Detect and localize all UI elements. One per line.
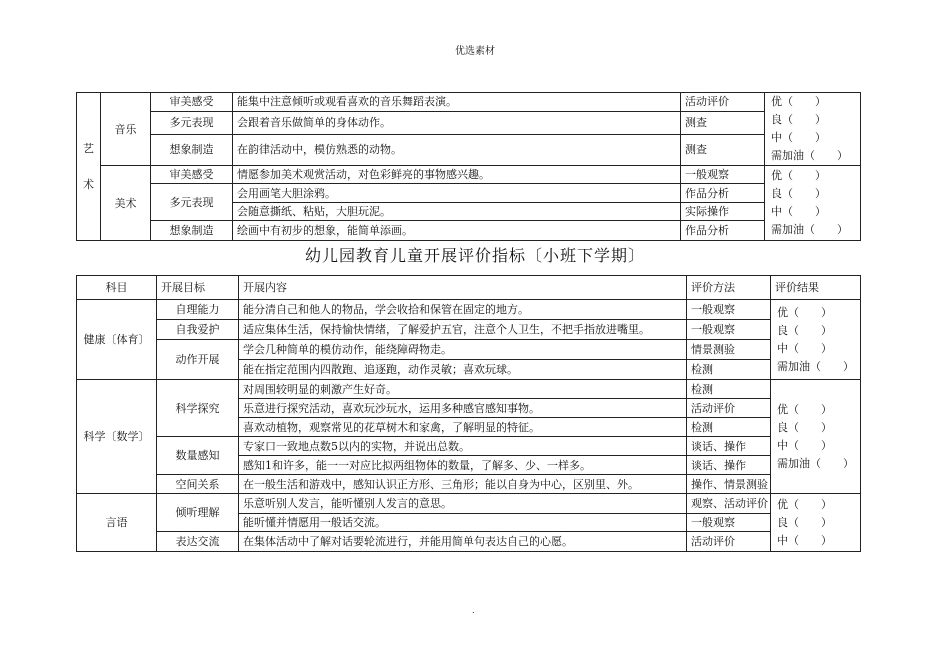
result-average: 中（ ） [777, 341, 832, 355]
result-good: 良（ ） [771, 187, 826, 200]
result-cell-language [771, 494, 861, 552]
subject-health: 健康〔体育〕 [77, 300, 157, 380]
goal-cell: 动作开展 [157, 340, 239, 380]
content-cell: 乐意进行探究活动，喜欢玩沙玩水，运用多种感官感知事物。 [239, 399, 687, 418]
result-excellent: 优（ ） [777, 402, 832, 416]
content-cell: 能在指定范围内四散跑、追逐跑，动作灵敏；喜欢玩球。 [239, 360, 687, 380]
result-average: 中（ ） [777, 533, 832, 547]
evaluation-table [76, 275, 861, 552]
method-cell: 检测 [687, 418, 771, 437]
content-cell: 喜欢动植物，观察常见的花草树木和家禽，了解明显的特征。 [239, 418, 687, 437]
method-cell: 检测 [687, 360, 771, 380]
subject-art-char-1: 艺 [83, 141, 94, 155]
content-cell: 会跟着音乐做简单的身体动作。 [233, 111, 681, 134]
method-cell: 测查 [681, 134, 765, 165]
content-cell: 在一般生活和游戏中，感知认识正方形、三角形；能以自身为中心，区别里、外。 [239, 475, 687, 494]
method-cell: 测查 [681, 111, 765, 134]
page-header: 优选素材 [455, 46, 495, 57]
result-excellent: 优（ ） [771, 95, 826, 108]
group-music: 音乐 [101, 93, 151, 166]
method-cell: 一般观察 [687, 514, 771, 532]
method-cell: 谈话、操作 [687, 437, 771, 456]
subject-science: 科学〔数学〕 [77, 380, 157, 494]
method-cell: 活动评价 [681, 93, 765, 112]
goal-cell: 审美感受 [151, 166, 233, 184]
goal-cell: 倾听理解 [157, 494, 239, 532]
header-goal: 开展目标 [157, 276, 239, 300]
subject-language: 言语 [77, 494, 157, 552]
method-cell: 操作、情景测验 [687, 475, 771, 494]
result-good: 良（ ） [777, 420, 832, 434]
method-cell: 作品分析 [681, 184, 765, 203]
goal-cell: 空间关系 [157, 475, 239, 494]
goal-cell: 多元表现 [151, 111, 233, 134]
method-cell: 一般观察 [681, 166, 765, 184]
result-average: 中（ ） [771, 205, 826, 218]
content-cell: 在集体活动中了解对话要轮流进行，并能用简单句表达自己的心愿。 [239, 532, 687, 552]
goal-cell: 自我爱护 [157, 320, 239, 340]
goal-cell: 自理能力 [157, 300, 239, 320]
content-cell: 乐意听别人发言，能听懂别人发言的意思。 [239, 494, 687, 514]
result-good: 良（ ） [771, 113, 826, 126]
result-cell-health [771, 300, 861, 380]
goal-cell: 审美感受 [151, 93, 233, 112]
content-cell: 在韵律活动中，模仿熟悉的动物。 [233, 134, 681, 165]
method-cell: 作品分析 [681, 221, 765, 241]
method-cell: 活动评价 [687, 532, 771, 552]
header-subject: 科目 [77, 276, 157, 300]
goal-cell: 想象制造 [151, 134, 233, 165]
content-cell: 会随意撕纸、粘贴，大胆玩泥。 [233, 203, 681, 221]
result-improve: 需加油（ ） [771, 149, 848, 162]
art-table [76, 92, 861, 241]
subject-art-char-2: 术 [83, 177, 94, 191]
result-cell-fine-art [765, 166, 861, 241]
result-improve: 需加油（ ） [771, 223, 848, 236]
result-improve: 需加油（ ） [777, 456, 854, 470]
header-result: 评价结果 [771, 276, 861, 300]
content-cell: 能集中注意倾听或观看喜欢的音乐舞蹈表演。 [233, 93, 681, 112]
result-average: 中（ ） [777, 438, 832, 452]
footer-mark: . [472, 606, 475, 615]
method-cell: 观察、活动评价 [687, 494, 771, 514]
method-cell: 谈话、操作 [687, 456, 771, 475]
content-cell: 专家口一致地点数5以内的实物，并说出总数。 [239, 437, 687, 456]
method-cell: 活动评价 [687, 399, 771, 418]
content-cell: 能听懂并情愿用一般话交流。 [239, 514, 687, 532]
content-cell: 能分清自己和他人的物品，学会收拾和保管在固定的地方。 [239, 300, 687, 320]
group-fine-art: 美术 [101, 166, 151, 241]
goal-cell: 多元表现 [151, 184, 233, 221]
content-cell: 适应集体生活，保持愉快情绪，了解爱护五官，注意个人卫生，不把手指放进嘴里。 [239, 320, 687, 340]
goal-cell: 想象制造 [151, 221, 233, 241]
content-cell: 感知1和许多，能一一对应比拟两组物体的数量，了解多、少、一样多。 [239, 456, 687, 475]
header-method: 评价方法 [687, 276, 771, 300]
goal-cell: 科学探究 [157, 380, 239, 437]
content-cell: 学会几种简单的模仿动作，能绕障碍物走。 [239, 340, 687, 360]
content-cell: 会用画笔大胆涂鸦。 [233, 184, 681, 203]
method-cell: 实际操作 [681, 203, 765, 221]
result-cell-music [765, 93, 861, 166]
result-excellent: 优（ ） [771, 169, 826, 182]
method-cell: 一般观察 [687, 300, 771, 320]
page-title: 幼儿园教育儿童开展评价指标〔小班下学期〕 [304, 246, 645, 265]
result-good: 良（ ） [777, 515, 832, 529]
content-cell: 情愿参加美术观赏活动，对色彩鲜亮的事物感兴趣。 [233, 166, 681, 184]
content-cell: 对周围较明显的刺激产生好奇。 [239, 380, 687, 399]
goal-cell: 数量感知 [157, 437, 239, 475]
method-cell: 情景测验 [687, 340, 771, 360]
header-content: 开展内容 [239, 276, 687, 300]
result-excellent: 优（ ） [777, 305, 832, 319]
result-average: 中（ ） [771, 131, 826, 144]
method-cell: 检测 [687, 380, 771, 399]
result-improve: 需加油（ ） [777, 359, 854, 373]
content-cell: 绘画中有初步的想象，能简单添画。 [233, 221, 681, 241]
result-good: 良（ ） [777, 323, 832, 337]
method-cell: 一般观察 [687, 320, 771, 340]
subject-art [77, 93, 101, 241]
result-cell-science [771, 380, 861, 494]
result-excellent: 优（ ） [777, 497, 832, 511]
goal-cell: 表达交流 [157, 532, 239, 552]
